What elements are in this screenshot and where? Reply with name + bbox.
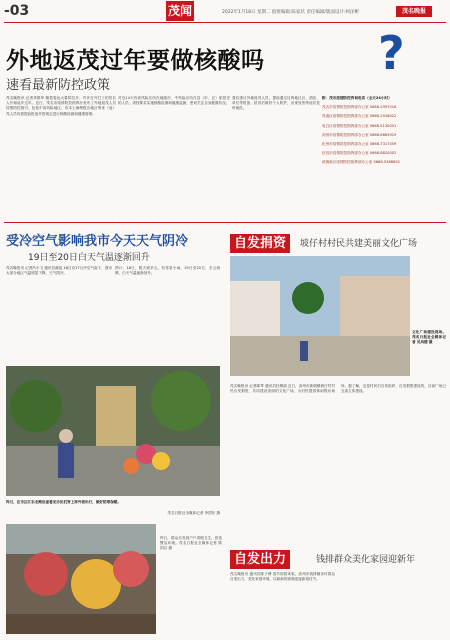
- lead-column-2: [118, 96, 230, 196]
- street-scene-illustration: [6, 366, 220, 496]
- market-caption: [160, 536, 222, 626]
- weather-photo: [6, 366, 220, 496]
- cleanup-story-tag-text: 自发出力: [230, 550, 290, 569]
- village-square-illustration: [230, 256, 410, 376]
- weather-body-1-text: 茂名晚报讯 记者冯小飞 通讯员谢蓓 16日至17日冷空气南下，我市大部分地区气温明显下降，天气阴冷。: [6, 266, 112, 276]
- lead-subtitle: 速看最新防控政策: [6, 78, 111, 93]
- square-story-headline: 坡仔村村民共建美丽文化广场: [300, 239, 418, 249]
- weather-caption-text: 昨日，在市区江东北路沿途看见市民们穿上厚外套出行，做好防寒保暖。: [6, 500, 121, 504]
- paper-logo: 茂名晚报: [396, 6, 432, 17]
- square-photo: [230, 256, 410, 376]
- contact-list: [322, 105, 446, 165]
- contact-box-title: 附：茂市疫情防控咨询电话（全天24小时）: [322, 96, 392, 100]
- lead-column-3: [232, 96, 320, 196]
- cleanup-story-body-text: 茂名晚报讯 通讯员陈子博 春节即将来临，高州市钱排镇各村群众自发出力，美化家园环境，以崭新的面貌迎接新春佳节。: [230, 572, 335, 582]
- weather-headline: 受冷空气影响我市今天天气阴冷: [6, 234, 189, 249]
- contact-line: 信宜市疫情防控指挥部办公室 0668-8820002: [322, 151, 397, 156]
- weather-body-2: [115, 266, 220, 358]
- square-story-tag: [230, 232, 290, 251]
- weather-body-2-text: 预计，18日，阴天到多云，有零星小雨。19日至20日，多云到晴，白天气温逐渐回升。: [115, 266, 220, 276]
- lead-column-3-text: 我们建议外地返茂人员，提前通过目的地社区、酒店、单位等报备，抵茂后做好个人防护，出现发热等症状及时就医。: [232, 96, 320, 111]
- weather-photo-credit-text: 茂名日报社全媒体记者 李国东 摄: [167, 511, 220, 515]
- square-story-body: [230, 384, 446, 504]
- cleanup-story-headline: 钱排群众美化家园迎新年: [316, 555, 416, 565]
- lead-column-1: [6, 96, 116, 196]
- market-photo: [6, 524, 156, 634]
- contact-line: 滨海新区疫情防控指挥部办公室 0668-5386652: [322, 160, 400, 165]
- page-number: -03: [4, 3, 30, 19]
- contact-line: 茂南区疫情防控指挥部办公室 0668-2918022: [322, 114, 397, 119]
- header-info: 2022年1月18日 星期二 值班编辑:陈家状 责任编辑/版面设计:柯泽彬: [222, 10, 359, 15]
- flower-market-illustration: [6, 524, 156, 634]
- cleanup-story-body: [230, 572, 446, 634]
- square-story-body-text: 茂名晚报讯 记者陈琴 通讯员杜锡丽 近日，高州市新垌镇坡仔村村民自发捐资，共同建设美丽的文化广场，为村民提供休闲娱乐场所。据了解，这是村民们自发组织、自发捐资建设的，目前广场已完成主体建设。: [230, 384, 446, 394]
- question-mark-graphic: ?: [378, 26, 405, 80]
- square-photo-caption: [412, 330, 446, 380]
- section-badge: 茂闻: [166, 1, 194, 21]
- square-story-tag-text: 自发捐资: [230, 234, 290, 253]
- contact-line: 茂名市疫情防控指挥部办公室 0668-2997016: [322, 105, 397, 110]
- weather-body-1: [6, 266, 112, 358]
- lead-column-1-text: 茂名晚报讯 记者李群华 随着春运大幕的拉开，许多在外打工的茂名人开始返乡过年。近日，茂名市疫情防控指挥办发布了外地返茂人员疫情防控指引，包括中高风险地区、有本土病例报告地区等来（返）茂人员均需提前报备并按规定进行核酸检测和健康管理。: [6, 96, 116, 116]
- weather-subtitle: 19日至20日白天气温逐渐回升: [28, 253, 150, 263]
- page-header: [0, 0, 450, 24]
- cleanup-story-tag: [230, 548, 290, 567]
- lead-headline: 外地返茂过年要做核酸吗: [6, 48, 265, 74]
- header-rule: [4, 22, 446, 23]
- contact-box: [322, 96, 446, 200]
- market-caption-text: 昨日，群众自发到户户清理卫生，营造整洁环境。茂名日报社全媒体记者 陈国汉 摄: [160, 536, 222, 551]
- contact-line: 化州市疫情防控指挥部办公室 0668-7317059: [322, 142, 397, 147]
- section-divider: [4, 222, 446, 223]
- contact-line: 高州市疫情防控指挥部办公室 0668-6663919: [322, 132, 397, 137]
- weather-photo-credit: [104, 511, 220, 517]
- lead-column-2-text: 对近14天有高风险区所在地级市、中风险区所在县（市、区）旅居史的人员，须按要求实施核酸检测和健康监测，密切关注自身健康状况。: [118, 96, 230, 106]
- square-photo-caption-text: 文化广场建设现场。茂名日报社全媒体记者 吴凤德 摄: [412, 330, 446, 345]
- contact-line: 电白区疫情防控指挥部办公室 0668-5130051: [322, 123, 397, 128]
